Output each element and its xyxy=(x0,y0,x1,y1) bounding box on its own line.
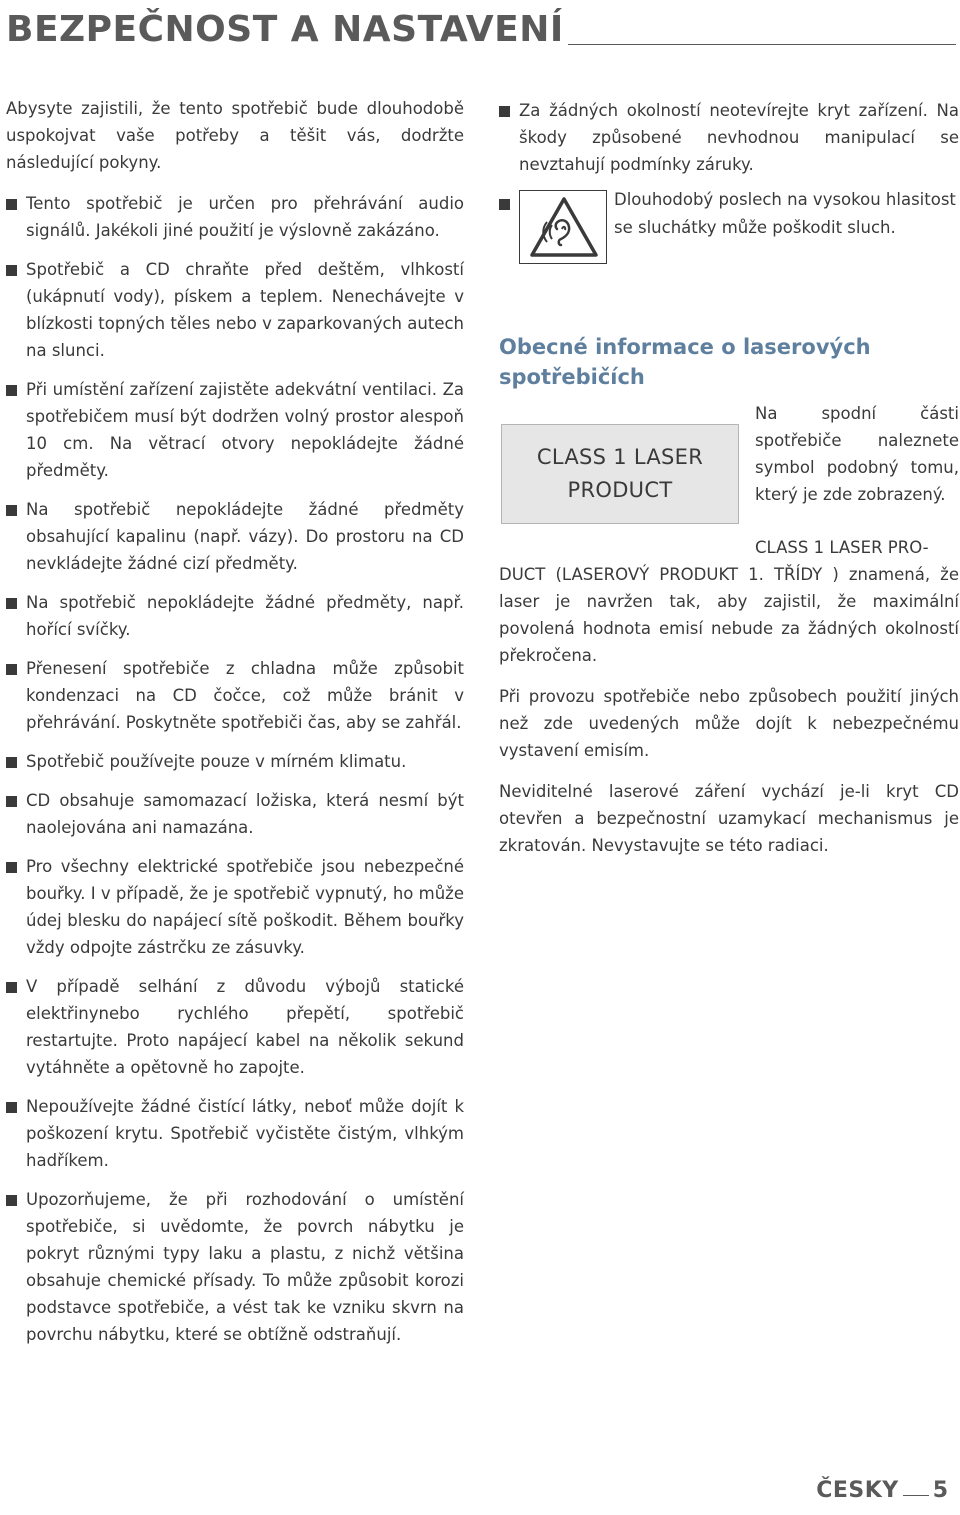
list-item xyxy=(6,376,464,484)
list-item-text: CD obsahuje samomazací ložiska, která nesmí být naolejována ani namazána. xyxy=(26,791,464,837)
bullet-square-icon xyxy=(6,505,17,516)
laser-label-line1: CLASS 1 LASER xyxy=(536,445,704,469)
list-item-text: Spotřebič a CD chraňte před deštěm, vlhkostí (ukápnutí vody), pískem a teplem. Nenechávejte v blízkosti topných těles nebo v zaparkovaných autech na slunci. xyxy=(26,260,464,360)
list-item xyxy=(6,1093,464,1174)
page-title: BEZPEČNOST A NASTAVENÍ xyxy=(6,9,564,50)
bullet-square-icon xyxy=(6,757,17,768)
bullet-square-icon xyxy=(6,1195,17,1206)
bullet-square-icon xyxy=(6,199,17,210)
laser-label-description: Na spodní části spotřebiče naleznete symbol podobný tomu, který je zde zobrazený. xyxy=(755,404,959,504)
list-item xyxy=(6,748,464,775)
laser-info-block xyxy=(499,400,959,534)
hearing-warning xyxy=(499,190,959,280)
footer-rule xyxy=(903,1495,929,1496)
invisible-radiation-paragraph: Neviditelné laserové záření vychází je-li kryt CD otevřen a bezpečnostní uzamykací mechanismus je zkratován. Nevystavujte se této radiaci. xyxy=(499,782,959,855)
bullet-square-icon xyxy=(6,664,17,675)
list-item xyxy=(6,787,464,841)
laser-desc-first-line: CLASS 1 LASER PRO- xyxy=(755,538,929,557)
list-item-text: Tento spotřebič je určen pro přehrávání audio signálů. Jakékoli jiné použití je výslovně zakázáno. xyxy=(26,194,464,240)
list-item xyxy=(6,256,464,364)
laser-class-explanation xyxy=(499,534,959,669)
list-item-text: Na spotřebič nepokládejte žádné předměty obsahující kapalinu (např. vázy). Do prostoru na CD nevkládejte žádné cizí předměty. xyxy=(26,500,464,573)
hearing-warning-text: Dlouhodobý poslech na vysokou hlasitost se sluchátky může poškodit sluch. xyxy=(614,190,956,237)
bullet-square-icon xyxy=(6,982,17,993)
page-header xyxy=(6,6,956,50)
list-item xyxy=(6,1186,464,1348)
list-item-text: Pro všechny elektrické spotřebiče jsou nebezpečné bouřky. I v případě, že je spotřebič vypnutý, ho může údej blesku do napájecí sítě poškodit. Během bouřky vždy odpojte zástrčku ze zásuvky. xyxy=(26,857,464,957)
list-item xyxy=(6,655,464,736)
bullet-square-icon xyxy=(499,106,510,117)
list-item xyxy=(6,190,464,244)
intro-paragraph: Abysyte zajistili, že tento spotřebič bude dlouhodobě uspokojvat vaše potřeby a těšit vás, dodržte následující pokyny. xyxy=(6,99,464,172)
list-item-text: Spotřebič používejte pouze v mírném klimatu. xyxy=(26,752,407,771)
section-title: Obecné informace o laserových spotřebičích xyxy=(499,335,871,389)
list-item-text: Při umístění zařízení zajistěte adekvátní ventilaci. Za spotřebičem musí být dodržen volný prostor alespoň 10 cm. Na větrací otvory nepokládejte žádné předměty. xyxy=(26,380,464,480)
list-item-text: Na spotřebič nepokládejte žádné předměty, např. hořící svíčky. xyxy=(26,593,464,639)
list-item xyxy=(6,853,464,961)
laser-class-label xyxy=(501,424,739,524)
bullet-square-icon xyxy=(6,385,17,396)
left-column xyxy=(6,95,464,1360)
list-item xyxy=(6,973,464,1081)
bullet-square-icon xyxy=(6,265,17,276)
list-item-text: Přenesení spotřebiče z chladna může způsobit kondenzaci na CD čočce, což může bránit v přehrávání. Poskytněte spotřebiči čas, aby se zahřál. xyxy=(26,659,464,732)
bullet-square-icon xyxy=(499,199,510,210)
laser-desc-rest: DUCT (LASEROVÝ PRODUKT 1. TŘÍDY ) znamená, že laser je navržen tak, aby zajistil, že maximální povolená hodnota emisí nebude za žádných okolností překročena. xyxy=(499,565,959,665)
bullet-square-icon xyxy=(6,796,17,807)
list-item-text: V případě selhání z důvodu výbojů statické elektřinynebo rychlého přepětí, spotřebič restartujte. Proto napájecí kabel na několik sekund vytáhněte a opětovně ho zapojte. xyxy=(26,977,464,1077)
operation-paragraph: Při provozu spotřebiče nebo způsobech použití jiných než zde uvedených může dojít k nebezpečnému vystavení emisím. xyxy=(499,687,959,760)
page-footer xyxy=(816,1478,948,1503)
list-item-text: Upozorňujeme, že při rozhodování o umístění spotřebiče, si uvědomte, že povrch nábytku je pokryt různými typy laku a plastu, z nichž většina obsahuje chemické přísady. To může způsobit korozi podstavce spotřebiče, a vést tak ke vzniku skvrn na povrchu nábytku, které se obtížně odstraňují. xyxy=(26,1190,464,1344)
list-item xyxy=(499,97,959,178)
bullet-square-icon xyxy=(6,862,17,873)
safety-bullet-list xyxy=(6,190,464,1348)
list-item-text: Nepoužívejte žádné čistící látky, neboť může dojít k poškození krytu. Spotřebič vyčistěte čistým, vlhkým hadříkem. xyxy=(26,1097,464,1170)
hearing-warning-icon xyxy=(519,190,607,264)
title-rule xyxy=(568,44,956,45)
list-item xyxy=(6,496,464,577)
bullet-square-icon xyxy=(6,598,17,609)
right-column xyxy=(499,97,959,873)
laser-label-line2: PRODUCT xyxy=(567,478,673,502)
page-number: 5 xyxy=(932,1478,948,1503)
language-label: ČESKY xyxy=(816,1478,899,1503)
list-item xyxy=(6,589,464,643)
bullet-square-icon xyxy=(6,1102,17,1113)
list-item-text: Za žádných okolností neotevírejte kryt zařízení. Na škody způsobené nevhodnou manipulací se nevztahují podmínky záruky. xyxy=(519,101,959,174)
